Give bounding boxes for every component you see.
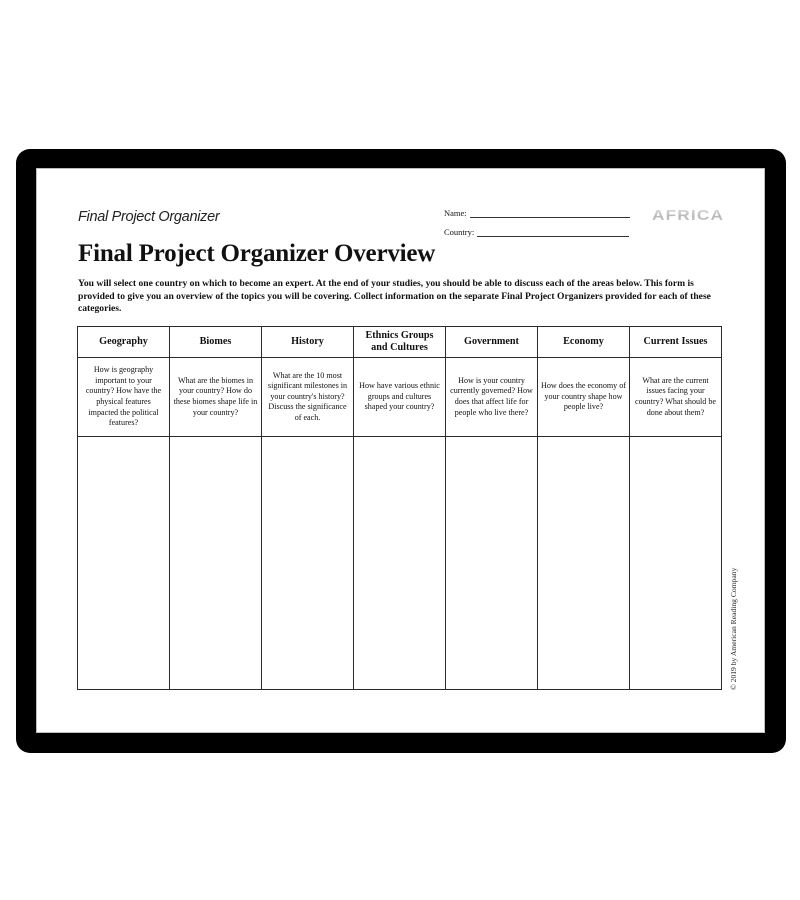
prompt-biomes: What are the biomes in your country? How do these biomes shape life in your country? xyxy=(170,358,262,437)
prompt-current-issues: What are the current issues facing your country? What should be done about them? xyxy=(630,358,722,437)
column-header-biomes: Biomes xyxy=(170,327,262,358)
answer-cell-geography[interactable] xyxy=(78,437,170,690)
running-head: Final Project Organizer xyxy=(78,209,220,225)
country-label: Country: xyxy=(444,227,475,237)
country-input-line[interactable] xyxy=(477,228,629,237)
column-header-history: History xyxy=(262,327,354,358)
column-header-government: Government xyxy=(446,327,538,358)
answer-cell-government[interactable] xyxy=(446,437,538,690)
answer-cell-history[interactable] xyxy=(262,437,354,690)
header-row xyxy=(78,327,722,358)
answer-cell-ethnic-groups[interactable] xyxy=(354,437,446,690)
column-header-geography: Geography xyxy=(78,327,170,358)
name-input-line[interactable] xyxy=(470,209,630,218)
prompt-economy: How does the economy of your country shape how people live? xyxy=(538,358,630,437)
prompt-ethnic-groups: How have various ethnic groups and cultures shaped your country? xyxy=(354,358,446,437)
answer-cell-current-issues[interactable] xyxy=(630,437,722,690)
answer-cell-biomes[interactable] xyxy=(170,437,262,690)
page-title: Final Project Organizer Overview xyxy=(78,240,436,267)
copyright-notice: © 2019 by American Reading Company xyxy=(729,567,738,690)
prompt-government: How is your country currently governed? How does that affect life for people who live there? xyxy=(446,358,538,437)
column-header-current-issues: Current Issues xyxy=(630,327,722,358)
column-header-ethnic-groups: Ethnics Groups and Cultures xyxy=(354,327,446,358)
country-field[interactable] xyxy=(444,227,629,237)
column-header-economy: Economy xyxy=(538,327,630,358)
prompt-history: What are the 10 most significant milestones in your country's history? Discuss the significance of each. xyxy=(262,358,354,437)
prompt-row xyxy=(78,358,722,437)
africa-logo: AFRICA xyxy=(652,207,725,224)
name-label: Name: xyxy=(444,208,467,218)
organizer-table xyxy=(77,326,722,690)
name-field[interactable] xyxy=(444,208,630,218)
prompt-geography: How is geography important to your country? How have the physical features impacted the political features? xyxy=(78,358,170,437)
intro-paragraph: You will select one country on which to become an expert. At the end of your studies, you should be able to discuss each of the areas below. This form is provided to give you an overview of the topics you will be covering. Collect information on the separate Final Project Organizers provided for each of these categories. xyxy=(78,278,711,315)
answer-cell-economy[interactable] xyxy=(538,437,630,690)
answer-row xyxy=(78,437,722,690)
